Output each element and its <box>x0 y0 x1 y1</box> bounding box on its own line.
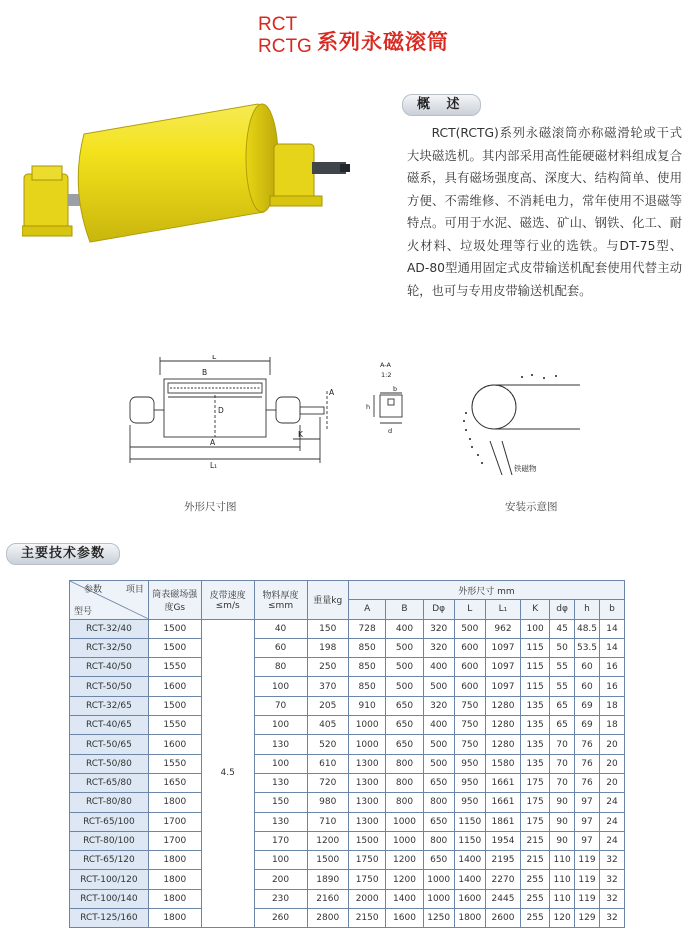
cell-model: RCT-65/80 <box>70 773 149 792</box>
cell-model: RCT-50/65 <box>70 735 149 754</box>
cell-value: 650 <box>423 773 454 792</box>
cell-value: 170 <box>254 831 307 850</box>
cell-value: 650 <box>423 851 454 870</box>
cell-value: 405 <box>307 716 348 735</box>
cell-value: 320 <box>423 696 454 715</box>
cell-value: 14 <box>599 638 624 657</box>
cell-value: 97 <box>575 793 600 812</box>
header-weight: 重量kg <box>307 581 348 620</box>
cell-value: 400 <box>423 716 454 735</box>
cell-value: 20 <box>599 773 624 792</box>
cell-value: 980 <box>307 793 348 812</box>
cell-value: 1300 <box>348 773 385 792</box>
cell-value: 750 <box>454 696 485 715</box>
cell-model: RCT-40/50 <box>70 658 149 677</box>
cell-value: 70 <box>550 773 575 792</box>
cell-value: 500 <box>386 638 423 657</box>
cell-value: 255 <box>521 870 550 889</box>
cell-field: 1600 <box>148 735 201 754</box>
cell-value: 1861 <box>485 812 520 831</box>
model-title <box>258 14 312 58</box>
overview-text: RCT(RCTG)系列永磁滚筒亦称磁滑轮或干式大块磁选机。其内部采用高性能硬磁材料组成复合磁系，具有磁场强度高、深度大、结构简单、使用方便、不需维修、不消耗电力，常年使用不退磁等特点。可用于水泥、磁选、矿山、钢铁、化工、耐火材料、垃圾处理等行业的选铁。与DT-75型、AD-80型通用固定式皮带输送机配套使用代替主动轮，也可与专用皮带输送机配套。 <box>407 126 682 298</box>
model-line-2: RCTG <box>258 36 312 57</box>
cell-value: 1300 <box>348 793 385 812</box>
cell-value: 119 <box>575 870 600 889</box>
cell-value: 135 <box>521 716 550 735</box>
cell-value: 70 <box>550 754 575 773</box>
cell-value: 2195 <box>485 851 520 870</box>
cell-value: 120 <box>550 909 575 928</box>
header-dim-col: A <box>348 600 385 619</box>
cell-value: 1661 <box>485 793 520 812</box>
cell-value: 14 <box>599 619 624 638</box>
cell-value: 800 <box>423 793 454 812</box>
cell-field: 1800 <box>148 870 201 889</box>
cell-value: 215 <box>521 831 550 850</box>
cell-value: 2160 <box>307 889 348 908</box>
cell-value: 2800 <box>307 909 348 928</box>
cell-value: 100 <box>254 677 307 696</box>
outline-label-B: B <box>202 368 208 377</box>
cell-field: 1600 <box>148 677 201 696</box>
header-dim-col: K <box>521 600 550 619</box>
cell-value: 500 <box>423 677 454 696</box>
cell-field: 1800 <box>148 889 201 908</box>
cell-value: 119 <box>575 889 600 908</box>
cell-value: 53.5 <box>575 638 600 657</box>
cell-value: 1150 <box>454 831 485 850</box>
cell-value: 32 <box>599 889 624 908</box>
cell-value: 24 <box>599 831 624 850</box>
cell-value: 150 <box>307 619 348 638</box>
cell-value: 1400 <box>454 851 485 870</box>
table-row <box>70 735 625 754</box>
cell-value: 1400 <box>386 889 423 908</box>
outline-label-A: A <box>210 438 216 447</box>
cell-value: 90 <box>550 831 575 850</box>
page-title: 系列永磁滚筒 <box>317 30 449 54</box>
cell-value: 32 <box>599 851 624 870</box>
cell-value: 1000 <box>386 831 423 850</box>
cell-value: 800 <box>386 793 423 812</box>
cell-speed: 4.5 <box>201 619 254 928</box>
cell-field: 1800 <box>148 909 201 928</box>
cell-value: 70 <box>550 735 575 754</box>
cell-value: 24 <box>599 793 624 812</box>
cell-value: 650 <box>386 735 423 754</box>
cell-value: 1600 <box>386 909 423 928</box>
cell-value: 110 <box>550 870 575 889</box>
cell-model: RCT-100/120 <box>70 870 149 889</box>
cell-model: RCT-40/65 <box>70 716 149 735</box>
table-row <box>70 696 625 715</box>
cell-field: 1550 <box>148 716 201 735</box>
cell-value: 320 <box>423 619 454 638</box>
section-label-h: h <box>366 403 371 411</box>
header-dim-col: L <box>454 600 485 619</box>
cell-field: 1650 <box>148 773 201 792</box>
cell-value: 50 <box>550 638 575 657</box>
cell-model: RCT-80/80 <box>70 793 149 812</box>
cell-value: 175 <box>521 793 550 812</box>
cell-value: 40 <box>254 619 307 638</box>
cell-model: RCT-100/140 <box>70 889 149 908</box>
cell-value: 1250 <box>423 909 454 928</box>
cell-value: 500 <box>423 754 454 773</box>
cell-value: 1954 <box>485 831 520 850</box>
cell-value: 24 <box>599 812 624 831</box>
cell-value: 370 <box>307 677 348 696</box>
table-row <box>70 812 625 831</box>
cell-value: 45 <box>550 619 575 638</box>
cell-value: 1280 <box>485 716 520 735</box>
cell-value: 130 <box>254 773 307 792</box>
cell-value: 1097 <box>485 638 520 657</box>
cell-value: 1000 <box>348 716 385 735</box>
table-row <box>70 831 625 850</box>
cell-value: 135 <box>521 754 550 773</box>
cell-value: 950 <box>454 773 485 792</box>
cell-value: 1097 <box>485 677 520 696</box>
cell-value: 1300 <box>348 812 385 831</box>
cell-model: RCT-80/100 <box>70 831 149 850</box>
cell-field: 1700 <box>148 831 201 850</box>
install-caption: 安装示意图 <box>505 501 558 513</box>
cell-value: 1000 <box>348 735 385 754</box>
cell-value: 60 <box>575 658 600 677</box>
cell-field: 1500 <box>148 638 201 657</box>
cell-value: 20 <box>599 754 624 773</box>
cell-value: 230 <box>254 889 307 908</box>
cell-value: 910 <box>348 696 385 715</box>
cell-value: 2150 <box>348 909 385 928</box>
cell-value: 110 <box>550 889 575 908</box>
outline-caption: 外形尺寸图 <box>184 501 237 513</box>
cell-model: RCT-125/160 <box>70 909 149 928</box>
cell-value: 76 <box>575 773 600 792</box>
cell-value: 2600 <box>485 909 520 928</box>
cell-field: 1550 <box>148 658 201 677</box>
cell-value: 115 <box>521 638 550 657</box>
header-dim-col: b <box>599 600 624 619</box>
table-row <box>70 773 625 792</box>
cell-value: 1097 <box>485 658 520 677</box>
outline-label-K: K <box>298 430 303 439</box>
cell-value: 60 <box>575 677 600 696</box>
cell-value: 1500 <box>307 851 348 870</box>
cell-value: 100 <box>254 716 307 735</box>
cell-value: 750 <box>454 716 485 735</box>
cell-value: 1580 <box>485 754 520 773</box>
cell-value: 115 <box>521 658 550 677</box>
cell-value: 650 <box>423 812 454 831</box>
cell-value: 129 <box>575 909 600 928</box>
cell-value: 750 <box>454 735 485 754</box>
cell-value: 205 <box>307 696 348 715</box>
cell-value: 48.5 <box>575 619 600 638</box>
section-scale: 1:2 <box>381 371 392 379</box>
cell-value: 1600 <box>454 889 485 908</box>
outline-label-L: L <box>212 355 217 361</box>
cell-value: 500 <box>454 619 485 638</box>
cell-value: 1000 <box>386 812 423 831</box>
table-row <box>70 889 625 908</box>
outline-dimension-drawing <box>120 355 340 495</box>
cell-model: RCT-32/50 <box>70 638 149 657</box>
cell-value: 18 <box>599 696 624 715</box>
cell-value: 850 <box>348 638 385 657</box>
cell-value: 250 <box>307 658 348 677</box>
cell-value: 2270 <box>485 870 520 889</box>
cell-value: 400 <box>386 619 423 638</box>
cell-value: 135 <box>521 696 550 715</box>
table-row <box>70 677 625 696</box>
cell-value: 255 <box>521 889 550 908</box>
cell-value: 500 <box>423 735 454 754</box>
header-param: 参数 <box>84 585 103 595</box>
cell-value: 962 <box>485 619 520 638</box>
cell-value: 950 <box>454 793 485 812</box>
cell-value: 1000 <box>423 870 454 889</box>
cell-value: 2445 <box>485 889 520 908</box>
cell-value: 55 <box>550 677 575 696</box>
cell-value: 1200 <box>386 851 423 870</box>
cell-value: 198 <box>307 638 348 657</box>
cell-value: 1000 <box>423 889 454 908</box>
table-row <box>70 870 625 889</box>
cell-value: 55 <box>550 658 575 677</box>
cell-value: 76 <box>575 754 600 773</box>
header-dim-col: dφ <box>550 600 575 619</box>
header-model: 型号 <box>74 606 93 617</box>
table-row <box>70 851 625 870</box>
cell-field: 1500 <box>148 619 201 638</box>
outline-label-A-mark: A <box>329 388 335 397</box>
cell-value: 500 <box>386 677 423 696</box>
cell-value: 100 <box>254 851 307 870</box>
cell-value: 1800 <box>454 909 485 928</box>
cell-value: 90 <box>550 812 575 831</box>
cell-value: 100 <box>521 619 550 638</box>
cell-value: 610 <box>307 754 348 773</box>
cell-value: 1200 <box>386 870 423 889</box>
cell-field: 1800 <box>148 851 201 870</box>
cell-value: 500 <box>386 658 423 677</box>
cell-value: 1200 <box>307 831 348 850</box>
cell-value: 650 <box>386 716 423 735</box>
cell-model: RCT-65/120 <box>70 851 149 870</box>
cell-model: RCT-50/50 <box>70 677 149 696</box>
cell-value: 32 <box>599 909 624 928</box>
cell-value: 1661 <box>485 773 520 792</box>
cell-value: 1280 <box>485 696 520 715</box>
header-dim-col: h <box>575 600 600 619</box>
cell-value: 1750 <box>348 851 385 870</box>
cell-value: 600 <box>454 658 485 677</box>
table-row <box>70 658 625 677</box>
install-label-iron: 铁磁物 <box>514 464 537 473</box>
cell-value: 65 <box>550 696 575 715</box>
cell-value: 1890 <box>307 870 348 889</box>
cell-value: 1300 <box>348 754 385 773</box>
cell-value: 1280 <box>485 735 520 754</box>
product-photo-drum <box>22 96 352 256</box>
section-title: A-A <box>380 361 391 369</box>
cell-value: 950 <box>454 754 485 773</box>
cell-value: 130 <box>254 735 307 754</box>
cell-value: 720 <box>307 773 348 792</box>
cell-value: 800 <box>386 754 423 773</box>
cell-value: 115 <box>521 677 550 696</box>
cell-value: 100 <box>254 754 307 773</box>
header-thickness: 物料厚度≤mm <box>254 581 307 620</box>
cell-value: 70 <box>254 696 307 715</box>
table-row <box>70 793 625 812</box>
table-row <box>70 619 625 638</box>
cell-value: 69 <box>575 696 600 715</box>
section-label-d: d <box>388 427 393 435</box>
cell-value: 1150 <box>454 812 485 831</box>
cell-value: 600 <box>454 638 485 657</box>
cell-model: RCT-32/40 <box>70 619 149 638</box>
cell-value: 200 <box>254 870 307 889</box>
cell-value: 215 <box>521 851 550 870</box>
header-diagonal-cell <box>70 581 149 620</box>
cell-value: 80 <box>254 658 307 677</box>
section-aa-drawing <box>360 355 420 450</box>
cell-value: 1750 <box>348 870 385 889</box>
cell-field: 1700 <box>148 812 201 831</box>
cell-field: 1550 <box>148 754 201 773</box>
cell-value: 175 <box>521 773 550 792</box>
outline-label-L1: L₁ <box>210 461 218 470</box>
cell-value: 119 <box>575 851 600 870</box>
cell-value: 800 <box>386 773 423 792</box>
cell-value: 650 <box>386 696 423 715</box>
cell-value: 800 <box>423 831 454 850</box>
cell-value: 60 <box>254 638 307 657</box>
section-label-b: b <box>393 385 398 393</box>
cell-value: 850 <box>348 677 385 696</box>
specs-label: 主要技术参数 <box>6 543 120 565</box>
cell-value: 1400 <box>454 870 485 889</box>
table-row <box>70 754 625 773</box>
cell-value: 16 <box>599 677 624 696</box>
header-speed: 皮带速度≤m/s <box>201 581 254 620</box>
cell-value: 260 <box>254 909 307 928</box>
cell-value: 76 <box>575 735 600 754</box>
table-row <box>70 638 625 657</box>
header-dim-col: B <box>386 600 423 619</box>
table-row <box>70 716 625 735</box>
cell-value: 16 <box>599 658 624 677</box>
cell-value: 97 <box>575 831 600 850</box>
cell-value: 135 <box>521 735 550 754</box>
header-field: 筒表磁场强度Gs <box>148 581 201 620</box>
cell-field: 1800 <box>148 793 201 812</box>
cell-value: 150 <box>254 793 307 812</box>
cell-value: 1500 <box>348 831 385 850</box>
cell-value: 110 <box>550 851 575 870</box>
cell-value: 400 <box>423 658 454 677</box>
header-dims: 外形尺寸 mm <box>348 581 624 600</box>
cell-value: 90 <box>550 793 575 812</box>
cell-model: RCT-32/65 <box>70 696 149 715</box>
cell-value: 850 <box>348 658 385 677</box>
cell-value: 255 <box>521 909 550 928</box>
cell-value: 130 <box>254 812 307 831</box>
cell-value: 97 <box>575 812 600 831</box>
header-item: 项目 <box>125 585 144 595</box>
cell-value: 175 <box>521 812 550 831</box>
installation-schematic <box>452 355 592 485</box>
cell-value: 69 <box>575 716 600 735</box>
cell-value: 600 <box>454 677 485 696</box>
specs-table <box>69 580 625 928</box>
cell-value: 320 <box>423 638 454 657</box>
cell-value: 728 <box>348 619 385 638</box>
cell-model: RCT-65/100 <box>70 812 149 831</box>
cell-value: 18 <box>599 716 624 735</box>
cell-value: 20 <box>599 735 624 754</box>
cell-value: 65 <box>550 716 575 735</box>
header-dim-col: L₁ <box>485 600 520 619</box>
cell-value: 2000 <box>348 889 385 908</box>
cell-value: 710 <box>307 812 348 831</box>
table-row <box>70 909 625 928</box>
cell-value: 32 <box>599 870 624 889</box>
model-line-1: RCT <box>258 14 298 35</box>
header-dim-col: Dφ <box>423 600 454 619</box>
cell-model: RCT-50/80 <box>70 754 149 773</box>
cell-value: 520 <box>307 735 348 754</box>
outline-label-D: D <box>218 406 224 415</box>
overview-label: 概 述 <box>402 94 481 116</box>
cell-field: 1500 <box>148 696 201 715</box>
